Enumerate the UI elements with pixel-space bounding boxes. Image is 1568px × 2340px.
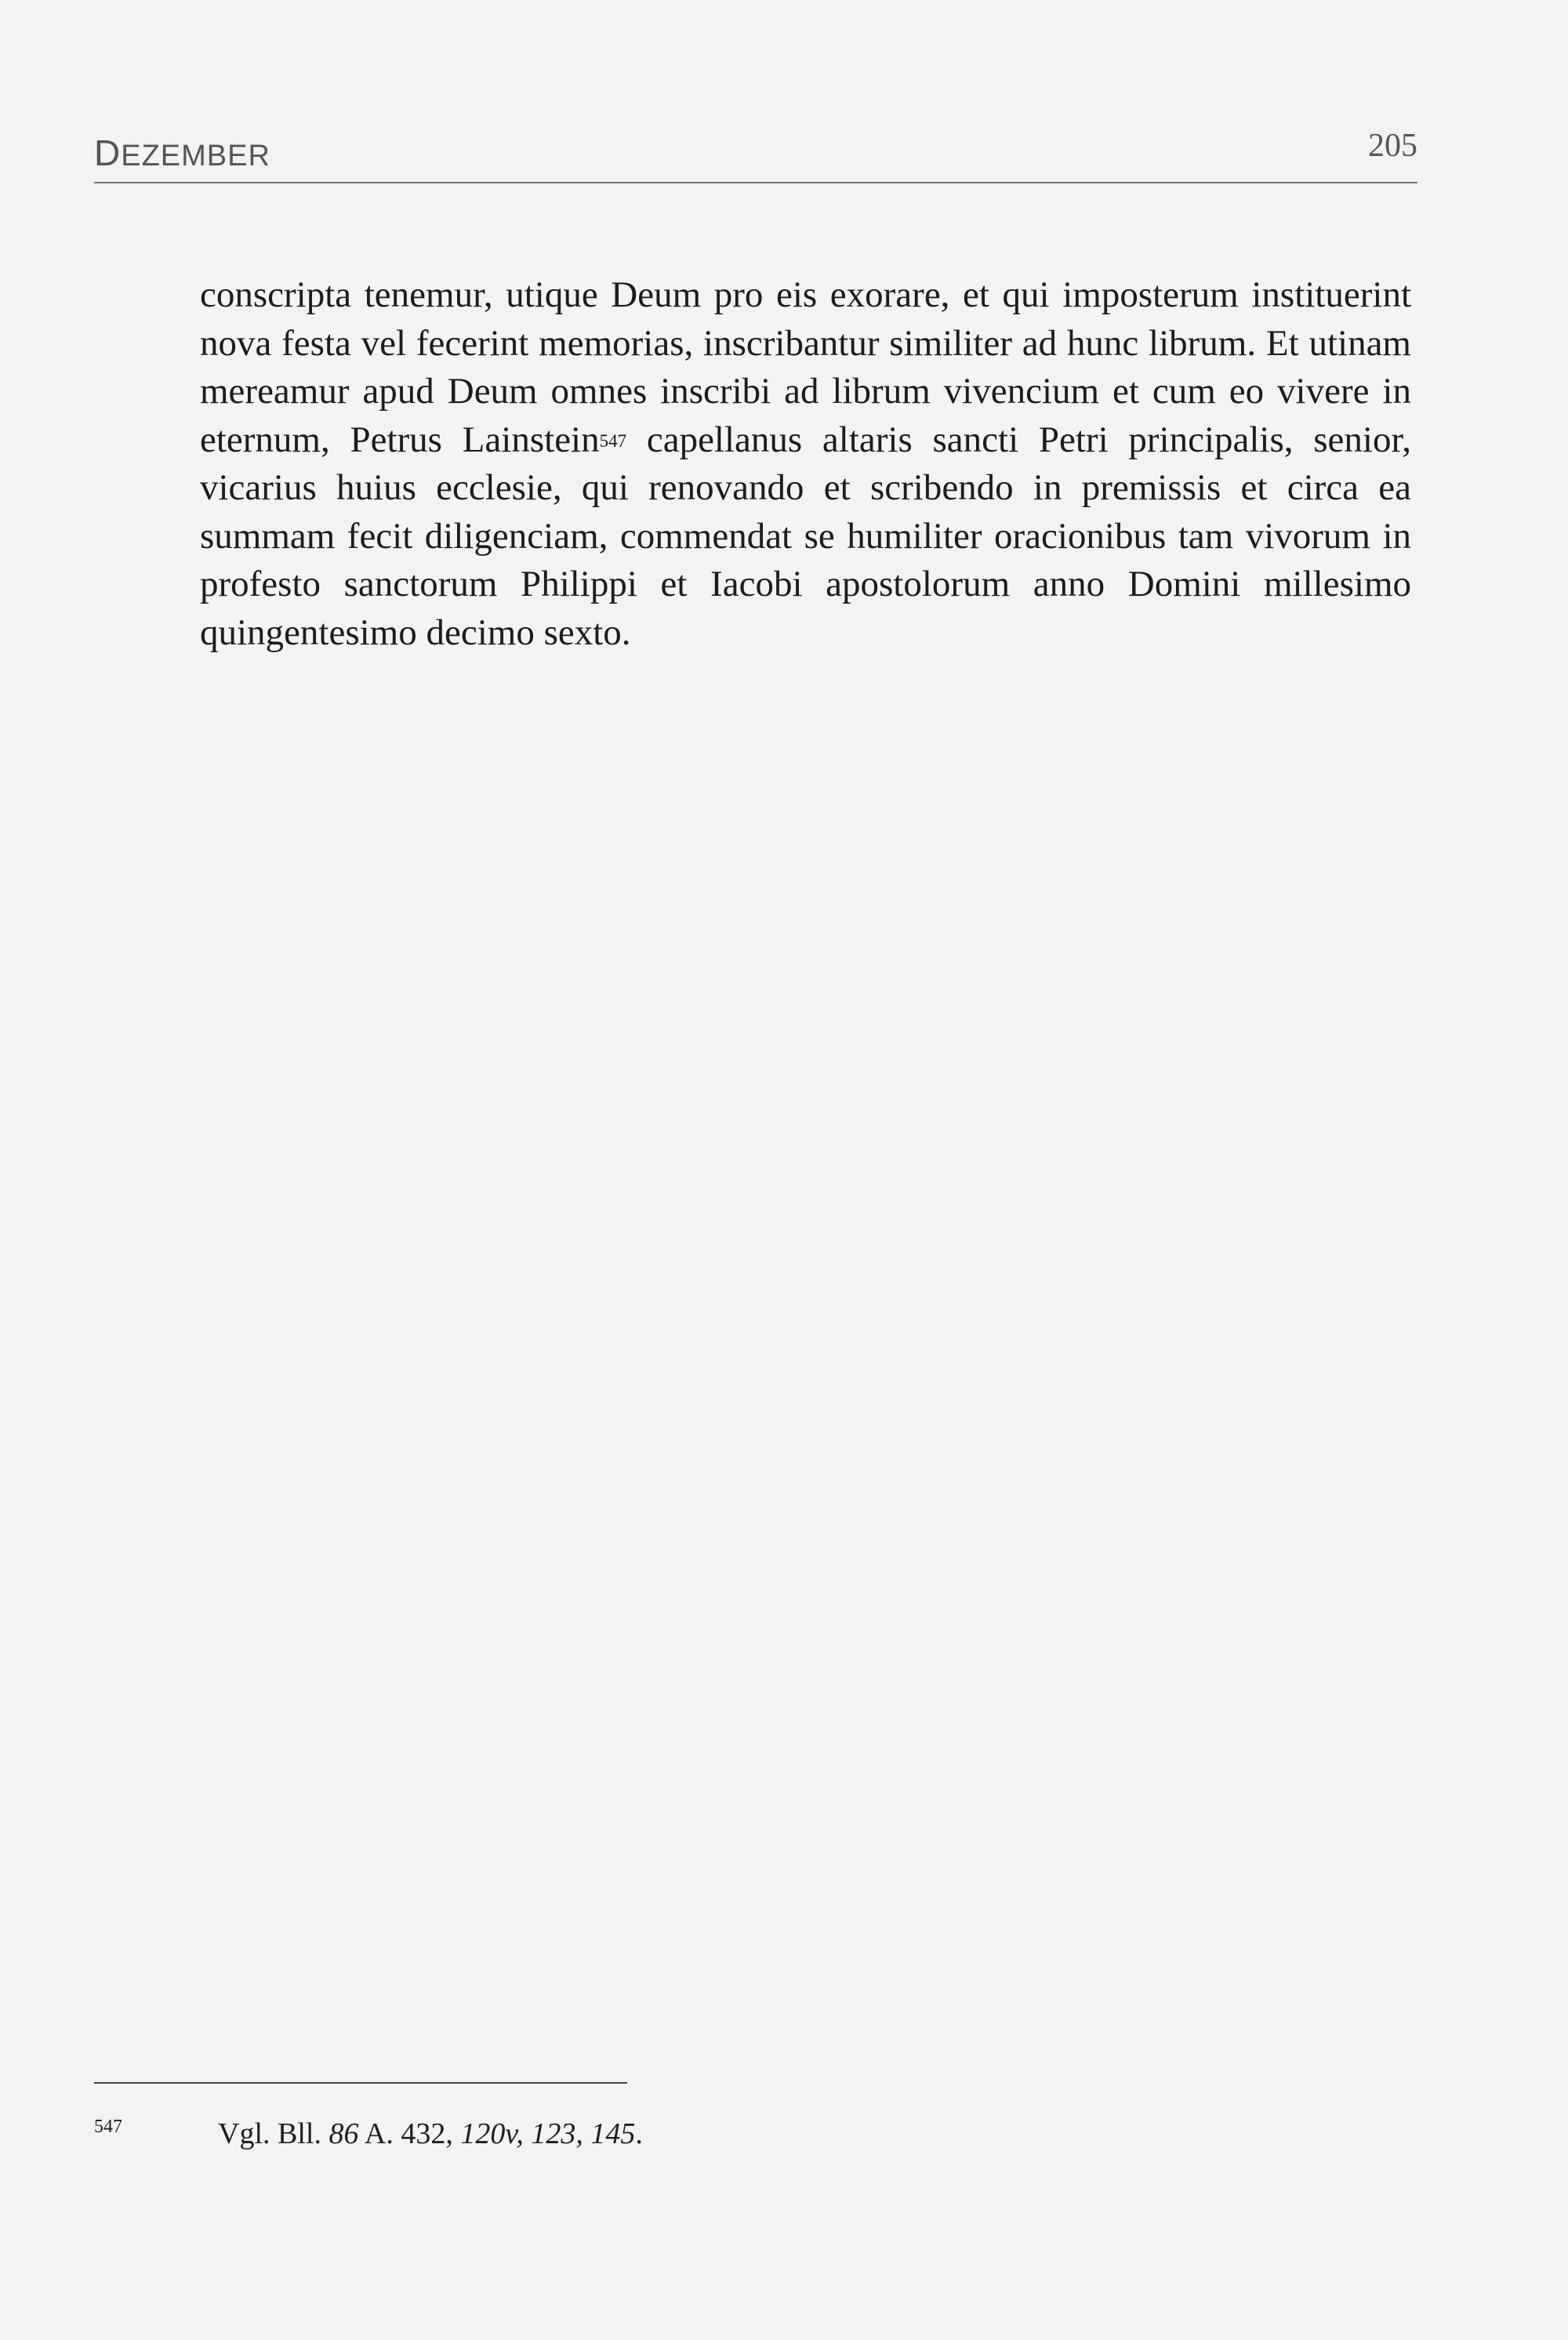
main-text-part2: capellanus altaris sancti Petri principalis, senior, vicarius huius ecclesie, qui renovando et scribendo in premissis et circa ea summam fecit diligenciam, commendat se humiliter oracionibus tam vivorum in profesto sanctorum Philippi et Iacobi apostolorum anno Domini millesimo quingentesimo decimo sexto. [200,419,1411,653]
section-title-rest: EZEMBER [121,140,270,172]
main-text-part1: conscripta tenemur, utique Deum pro eis exorare, et qui imposterum instituerint nova festa vel fecerint memorias, inscribantur similiter ad hunc librum. Et utinam mereamur apud Deum omnes inscribi ad librum vivencium et cum eo vivere in eternum, Petrus Lainstein [200,274,1411,460]
footnote-ref-2: 120v, 123, 145 [460,2117,636,2150]
section-title-initial: D [94,132,122,173]
footnote-prefix: Vgl. Bll. [218,2117,329,2150]
footnote-ref-1: 86 [328,2117,359,2150]
footnote-rule [94,2082,627,2084]
running-head [94,128,1417,179]
page-number: 205 [1368,128,1417,164]
footnote-reference: 547 [599,430,627,451]
header-rule [94,182,1417,183]
footnote-mid: A. 432, [358,2117,461,2150]
footnote-text [218,2117,643,2151]
section-title [94,132,270,174]
footnote-number: 547 [94,2117,122,2137]
footnote-suffix: . [635,2117,643,2150]
main-text [200,271,1411,657]
